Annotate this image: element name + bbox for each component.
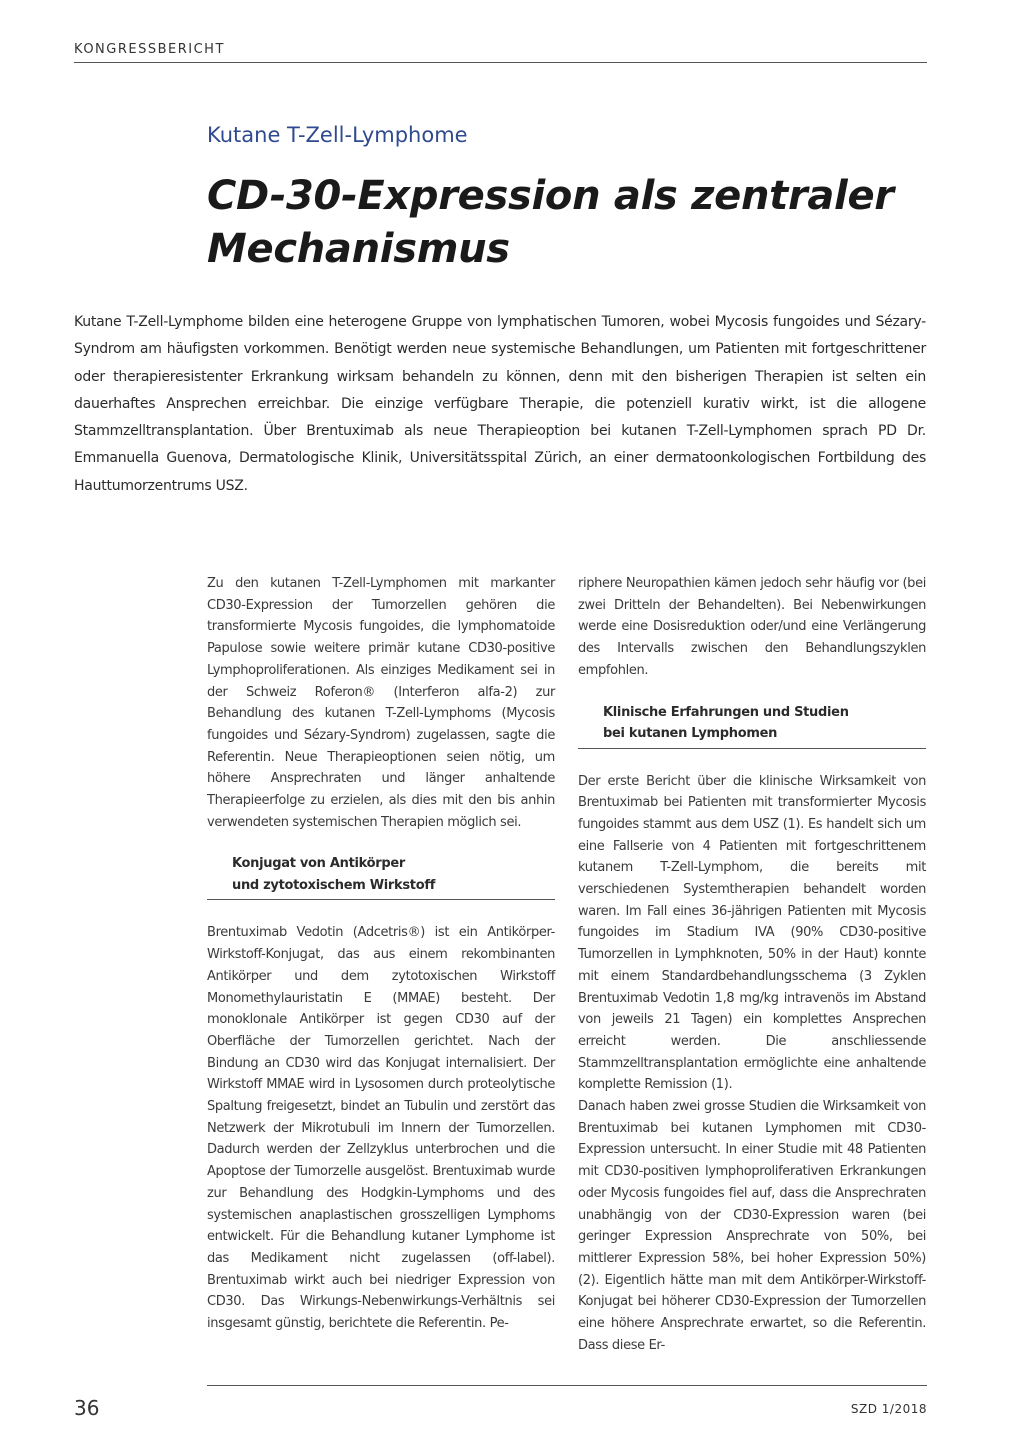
left-column — [207, 573, 555, 1335]
section-label: KONGRESSBERICHT — [74, 42, 225, 57]
subheading-line: bei kutanen Lymphomen — [603, 726, 778, 742]
body-paragraph: riphere Neuropathien kämen jedoch sehr häufig vor (bei zwei Dritteln der Behandelten). Bei Nebenwirkungen werde eine Dosisreduktion oder/und eine Verlängerung des Intervalls zwischen den Behandlungszyklen empfohlen. — [578, 576, 926, 678]
body-paragraph: Danach haben zwei grosse Studien die Wirksamkeit von Brentuximab bei kutanen Lymphomen mit CD30-Expression untersucht. In einer Studie mit 48 Patienten mit CD30-positiven lymphoproliferativen Erkrankungen oder Mycosis fungoides fiel auf, dass die Ansprechraten unabhängig von der CD30-Expression waren (bei geringer Expression Ansprechrate von 50%, bei mittlerer Expression 58%, bei hoher Expression 50%) (2). Eigentlich hätte man mit dem Antikörper-Wirkstoff-Konjugat bei höherer CD30-Expression der Tumorzellen eine höhere Ansprechrate erwartet, so die Referentin. Dass diese Er- — [578, 1099, 926, 1353]
subheading-line: Konjugat von Antikörper — [232, 856, 406, 872]
right-column — [578, 573, 926, 1357]
subheading — [578, 702, 926, 749]
subheading — [207, 853, 555, 900]
subheading-line: Klinische Erfahrungen und Studien — [603, 704, 849, 720]
page-number: 36 — [74, 1396, 100, 1420]
body-paragraph: Der erste Bericht über die klinische Wirksamkeit von Brentuximab bei Patienten mit transformierter Mycosis fungoides stammt aus dem USZ (1). Es handelt sich um eine Fallserie von 4 Patienten mit fortgeschrittenem kutanem T-Zell-Lymphom, die bereits mit verschiedenen Systemtherapien behandelt worden waren. Im Fall eines 36-jährigen Patienten mit Mycosis fungoides im Stadium IVA (90% CD30-positive Tumorzellen in Lymphknoten, 50% in der Haut) konnte mit einem Standardbehandlungsschema (3 Zyklen Brentuximab Vedotin 1,8 mg/kg intravenös im Abstand von jeweils 21 Tagen) ein komplettes Ansprechen erreicht werden. Die anschliessende Stammzelltransplantation ermöglichte eine anhaltende komplette Remission (1). — [578, 773, 926, 1093]
subheading-line: und zytotoxischem Wirkstoff — [232, 877, 436, 893]
body-paragraph: Brentuximab Vedotin (Adcetris®) ist ein Antikörper-Wirkstoff-Konjugat, das aus einem rekombinanten Antikörper und dem zytotoxischen Wirkstoff Monomethylauristatin E (MMAE) besteht. Der monoklonale Antikörper ist gegen CD30 auf der Oberfläche der Tumorzellen gerichtet. Nach der Bindung an CD30 wird das Konjugat internalisiert. Der Wirkstoff MMAE wird in Lysosomen durch proteolytische Spaltung freigesetzt, bindet an Tubulin und zerstört das Netzwerk der Mikrotubuli im Innern der Tumorzellen. Dadurch werden der Zellzyklus unterbrochen und die Apoptose der Tumorzelle ausgelöst. Brentuximab wurde zur Behandlung des Hodgkin-Lymphoms und des systemischen anaplastischen grosszelligen Lymphoms entwickelt. Für die Behandlung kutaner Lymphome ist das Medikament nicht zugelassen (off-label). Brentuximab wirkt auch bei niedriger Expression von CD30. Das Wirkungs-Nebenwirkungs-Verhältnis sei insgesamt günstig, berichtete die Referentin. Pe- — [207, 925, 555, 1332]
footer-rule — [207, 1385, 927, 1386]
article-title: CD-30-Expression als zentraler Mechanismus — [207, 173, 894, 272]
body-paragraph: Zu den kutanen T-Zell-Lymphomen mit markanter CD30-Expression der Tumorzellen gehören die transformierte Mycosis fungoides, die lymphomatoide Papulose sowie weitere primär kutane CD30-positive Lymphoproliferationen. Als einziges Medikament sei in der Schweiz Roferon® (Interferon alfa-2) zur Behandlung des kutanen T-Zell-Lymphoms (Mycosis fungoides und Sézary-Syndrom) zugelassen, sagte die Referentin. Neue Therapieoptionen seien nötig, um höhere Ansprechraten und länger anhaltende Therapieerfolge zu erzielen, als dies mit den bis anhin verwendeten systemischen Therapien möglich sei. — [207, 576, 555, 830]
article-kicker: Kutane T-Zell-Lymphome — [207, 123, 468, 147]
article-lead: Kutane T-Zell-Lymphome bilden eine heterogene Gruppe von lymphatischen Tumoren, wobei Mycosis fungoides und Sézary-Syndrom am häufigsten vorkommen. Benötigt werden neue systemische Behandlungen, um Patienten mit fortgeschrittener oder therapieresistenter Erkrankung wirksam behandeln zu können, denn mit den bisherigen Therapien ist selten ein dauerhaftes Ansprechen erreichbar. Die einzige verfügbare Therapie, die potenziell kurativ wirkt, ist die allogene Stammzelltransplantation. Über Brentuximab als neue Therapieoption bei kutanen T-Zell-Lymphomen sprach PD Dr. Emmanuella Guenova, Dermatologische Klinik, Universitätsspital Zürich, an einer dermatoonkologischen Fortbildung des Hauttumorzentrums USZ. — [74, 314, 926, 494]
header-rule — [74, 62, 927, 63]
issue-label: SZD 1/2018 — [850, 1402, 927, 1416]
